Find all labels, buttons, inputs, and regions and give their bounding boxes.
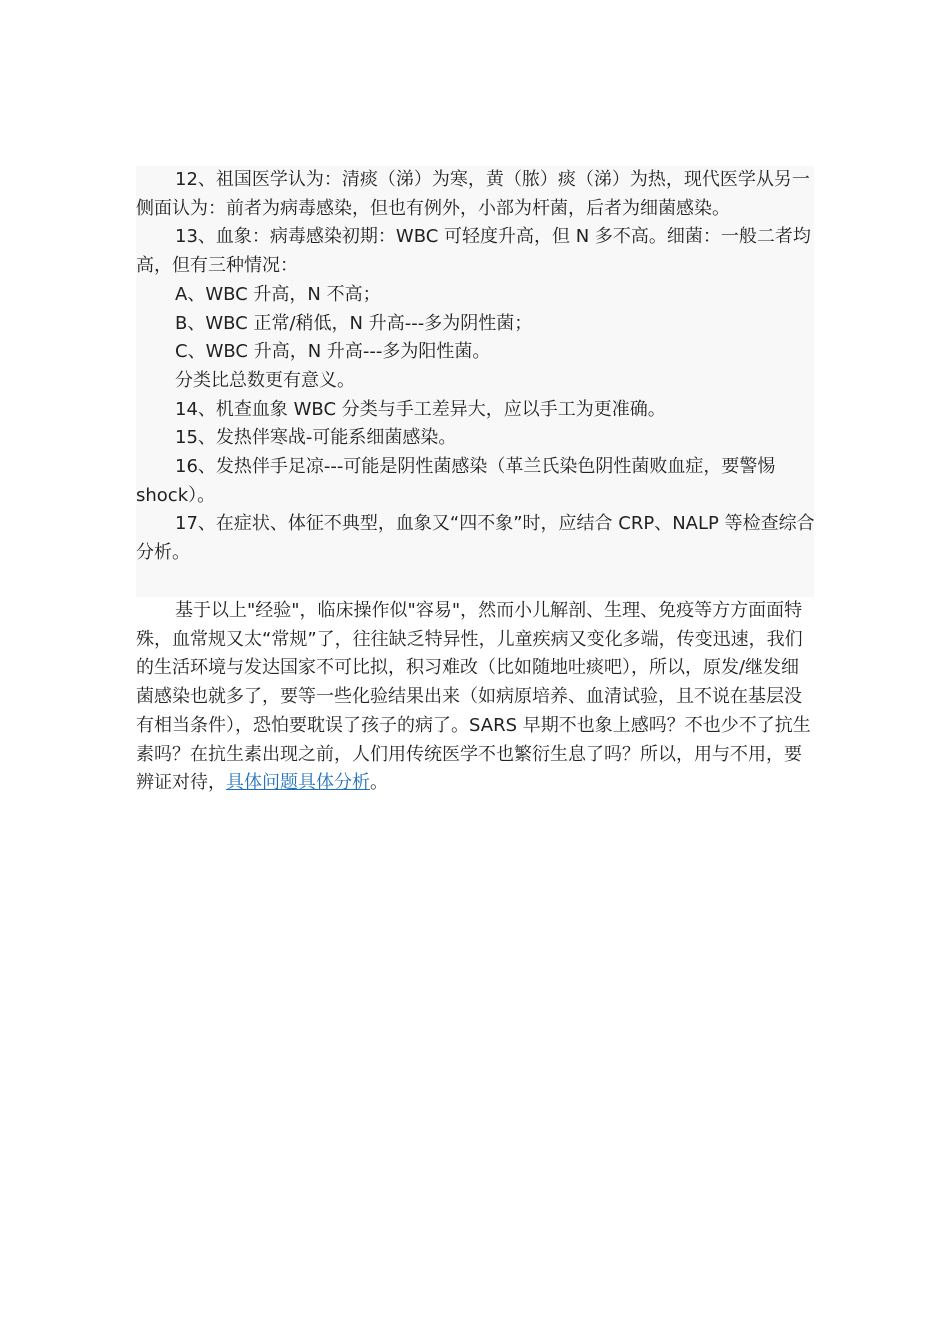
note-14: 14、机查血象 WBC 分类与手工差异大，应以手工为更准确。 [175, 398, 666, 420]
note-16: 16、发热伴手足凉---可能是阴性菌感染（革兰氏染色阴性菌败血症，要警惕 shock）。 [136, 456, 776, 506]
conclusion-paragraph [136, 597, 816, 798]
note-13-case-b: B、WBC 正常/稍低，N 升高---多为阴性菌； [175, 312, 533, 334]
note-13-case-c: C、WBC 升高，N 升高---多为阳性菌。 [175, 341, 491, 363]
note-13-case-a: A、WBC 升高，N 不高； [175, 283, 381, 305]
conclusion-end: 。 [370, 772, 388, 794]
note-15: 15、发热伴寒战-可能系细菌感染。 [175, 427, 457, 449]
note-13-summary: 分类比总数更有意义。 [175, 369, 355, 391]
note-13: 13、血象：病毒感染初期：WBC 可轻度升高，但 N 多不高。细菌：一般二者均高，但有三种情况： [136, 226, 811, 277]
numbered-notes-section [136, 166, 816, 568]
note-17: 17、在症状、体征不典型，血象又“四不象”时，应结合 CRP、NALP 等检查综合分析。 [136, 513, 815, 564]
conclusion-text: 基于以上"经验"，临床操作似"容易"，然而小儿解剖、生理、免疫等方方面面特殊，血常规又太“常规”了，往往缺乏特异性，儿童疾病又变化多端，传变迅速，我们的生活环境与发达国家不可比拟，积习难改（比如随地吐痰吧），所以，原发/继发细菌感染也就多了，要等一些化验结果出来（如病原培养、血清试验，且不说在基层没有相当条件），恐怕要耽误了孩子的病了。SARS 早期不也象上感吗？不也少不了抗生素吗？在抗生素出现之前，人们用传统医学不也繁衍生息了吗？所以，用与不用，要辨证对待， [136, 600, 811, 794]
case-by-case-link[interactable]: 具体问题具体分析 [226, 772, 370, 794]
note-12: 12、祖国医学认为：清痰（涕）为寒，黄（脓）痰（涕）为热，现代医学从另一侧面认为：前者为病毒感染，但也有例外，小部为杆菌，后者为细菌感染。 [136, 169, 810, 219]
conclusion-section [136, 597, 816, 798]
